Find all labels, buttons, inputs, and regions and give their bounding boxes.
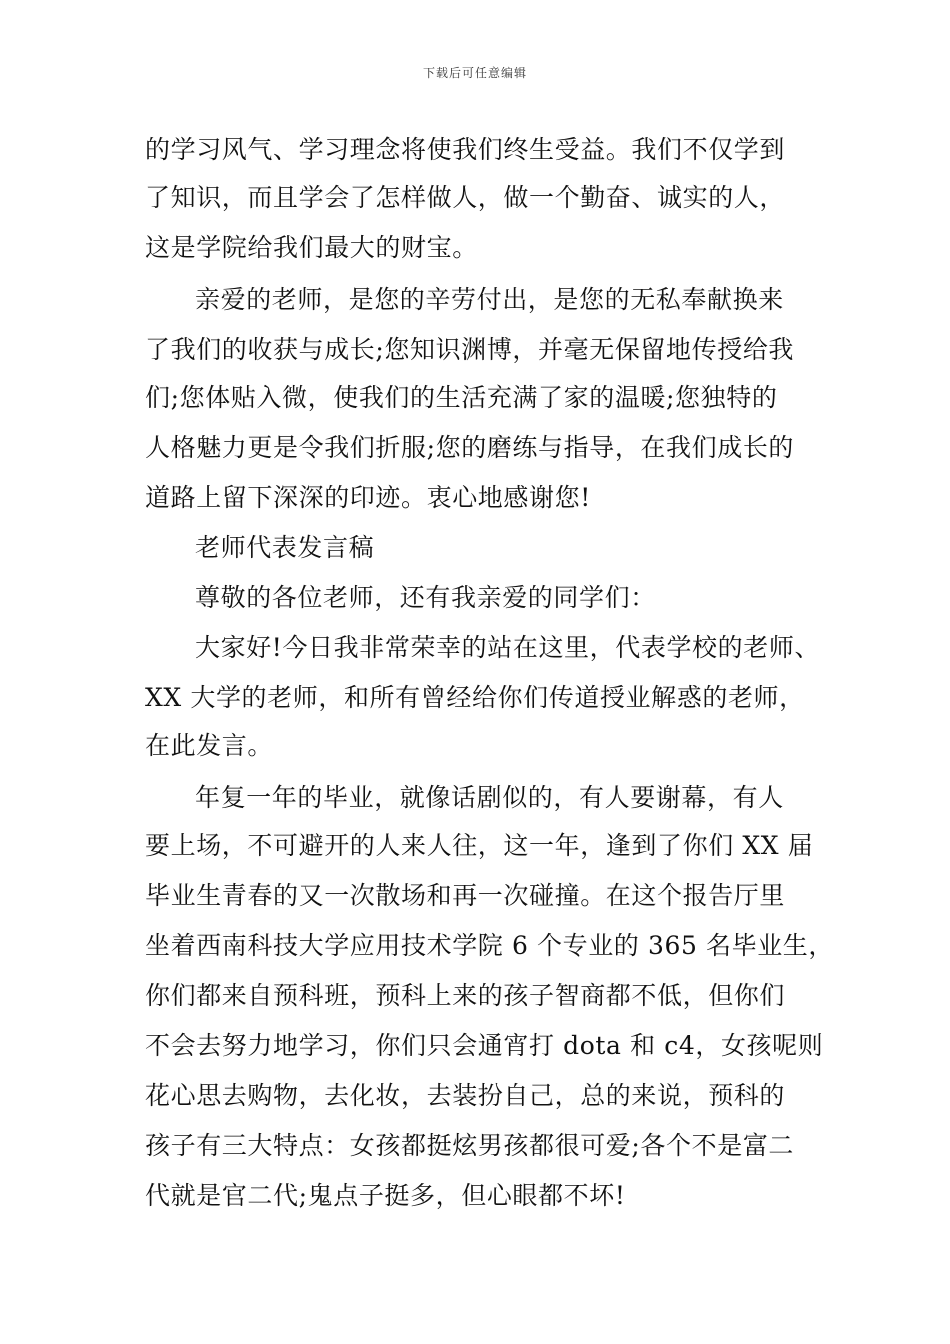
text-line: 的学习风气、学习理念将使我们终生受益。我们不仅学到 — [145, 135, 786, 164]
text-line: 人格魅力更是令我们折服;您的磨练与指导，在我们成长的 — [145, 433, 795, 462]
text-line: 大家好!今日我非常荣幸的站在这里，代表学校的老师、 — [195, 633, 821, 662]
text-line: XX 大学的老师，和所有曾经给你们传道授业解惑的老师， — [145, 683, 805, 712]
text-line: 在此发言。 — [145, 731, 274, 760]
text-line: 坐着西南科技大学应用技术学院 6 个专业的 365 名毕业生， — [145, 931, 835, 960]
text-line: 了知识，而且学会了怎样做人，做一个勤奋、诚实的人， — [145, 183, 786, 212]
text-line: 要上场，不可避开的人来人往，这一年，逢到了你们 XX 届 — [145, 831, 814, 860]
page-header: 下载后可任意编辑 — [422, 66, 527, 80]
text-line: 了我们的收获与成长;您知识渊博，并毫无保留地传授给我 — [145, 335, 795, 364]
text-line: 代就是官二代;鬼点子挺多，但心眼都不坏! — [145, 1181, 626, 1210]
text-line: 孩子有三大特点：女孩都挺炫男孩都很可爱;各个不是富二 — [145, 1131, 795, 1160]
text-line: 年复一年的毕业，就像话剧似的，有人要谢幕，有人 — [195, 783, 784, 812]
text-line: 亲爱的老师，是您的辛劳付出，是您的无私奉献换来 — [195, 285, 784, 314]
text-line: 毕业生青春的又一次散场和再一次碰撞。在这个报告厅里 — [145, 881, 786, 910]
section-heading: 老师代表发言稿 — [195, 533, 375, 562]
text-line: 这是学院给我们最大的财宝。 — [145, 233, 478, 262]
text-line: 不会去努力地学习，你们只会通宵打 dota 和 c4，女孩呢则 — [145, 1031, 824, 1060]
text-line: 花心思去购物，去化妆，去装扮自己，总的来说，预科的 — [145, 1081, 786, 1110]
text-line: 们;您体贴入微，使我们的生活充满了家的温暖;您独特的 — [145, 383, 778, 412]
text-line: 尊敬的各位老师，还有我亲爱的同学们： — [195, 583, 656, 612]
text-line: 你们都来自预科班，预科上来的孩子智商都不低，但你们 — [145, 981, 786, 1010]
text-line: 道路上留下深深的印迹。衷心地感谢您! — [145, 483, 591, 512]
